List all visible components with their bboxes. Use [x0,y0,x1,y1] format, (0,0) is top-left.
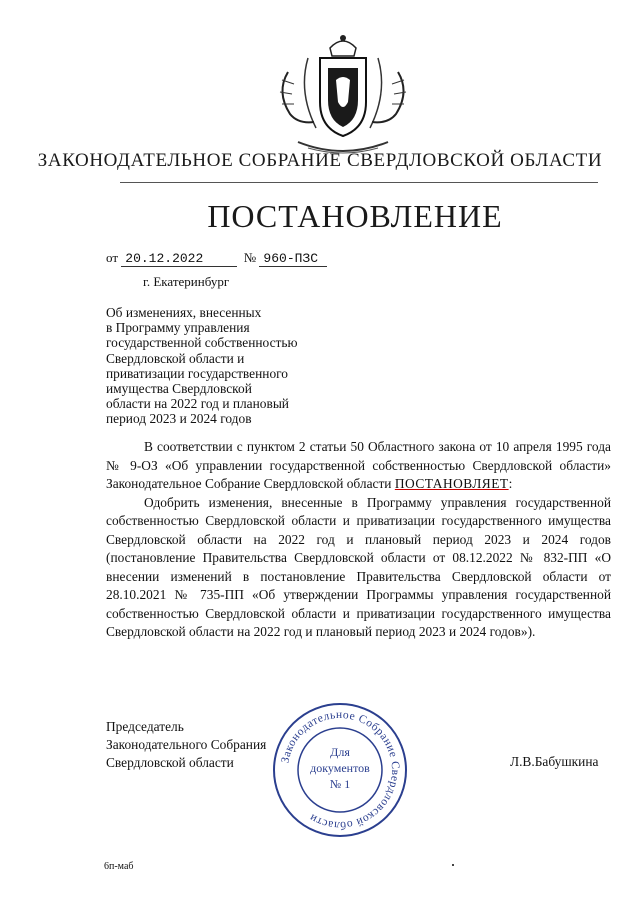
decree-word: ПОСТАНОВЛЯЕТ [394,476,509,491]
signatory-position-line: Законодательного Собрания [106,737,267,752]
stray-mark [452,864,454,866]
subject-line: период 2023 и 2024 годов [106,411,252,427]
seal-center-line: документов [310,761,370,775]
subject-line: в Программу управления [106,320,250,336]
document-subject [106,305,346,427]
seal-center-line: Для [330,745,350,759]
seal-ring-text: Законодательное Собрание Свердловской области [279,708,402,832]
subject-line: имущества Свердловской [106,381,252,397]
signatory-name: Л.В.Бабушкина [510,754,599,769]
document-number: 960-ПЗС [259,251,327,267]
subject-line: области на 2022 год и плановый [106,396,289,412]
document-body [106,438,611,642]
decree-colon: : [508,476,513,491]
preamble-text: В соответствии с пунктом 2 статьи 50 Областного закона от 10 апреля 1995 года № 9-ОЗ «Об управлении государственной собственностью Свердловской области» Законодательное Собрание Свердловской области [106,439,611,491]
official-seal-stamp [270,700,410,840]
subject-line: Об изменениях, внесенных [106,305,262,320]
body-paragraph-decision: Одобрить изменения, внесенные в Программу управления государственной собственностью Свердловской области и приватизации государственного имущества Свердловской области на 2022 год и плановый период 2023 и 2024 годов (постановление Правительства Свердловской области от 08.12.2022 № 832-ПП «О внесении изменений в постановление Правительства Свердловской области от 28.10.2021 № 735-ПП «Об утверждении Программы управления государственной собственностью Свердловской области и приватизации государственного имущества Свердловской области на 2022 год и плановый период 2023 и 2024 годов»). [106,494,611,639]
subject-line: Свердловской области и [106,350,245,366]
document-city: г. Екатеринбург [143,274,230,289]
seal-center-line: № 1 [329,777,351,791]
coat-of-arms-icon [268,32,418,160]
subject-line: приватизации государственного [106,365,288,381]
signatory-position [106,718,266,772]
subject-line: государственной собственностью [106,335,298,351]
date-prefix: от [106,250,119,265]
document-meta [106,250,327,267]
number-prefix: № [243,250,257,265]
document-type-title: ПОСТАНОВЛЕНИЕ [207,198,503,234]
footer-code: 6п-маб [104,861,134,872]
body-paragraph-preamble [106,438,611,494]
header-divider [120,182,598,183]
signatory-position-line: Председатель [106,719,184,734]
document-date: 20.12.2022 [121,251,237,267]
organization-title: ЗАКОНОДАТЕЛЬНОЕ СОБРАНИЕ СВЕРДЛОВСКОЙ ОБЛАСТИ [37,150,603,171]
signatory-position-line: Свердловской области [106,755,234,770]
